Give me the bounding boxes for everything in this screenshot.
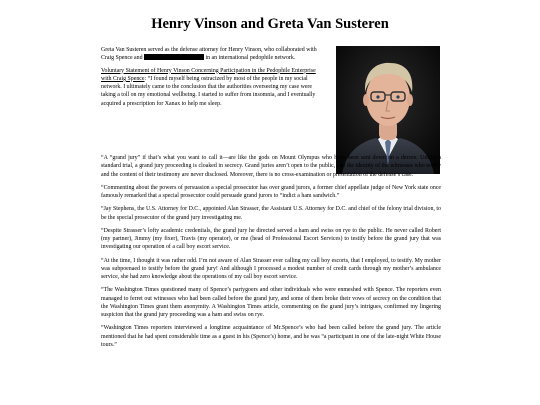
redaction-bar — [144, 54, 204, 60]
page-title: Henry Vinson and Greta Van Susteren — [151, 16, 389, 32]
intro-paragraph — [101, 46, 323, 63]
body-paragraph: “The Washington Times questioned many of Spence’s partygoers and other individuals who were enmeshed with Spence. The reporters even managed to ferret out witnesses who had been called before the grand jury, and some of them broke their vows of secrecy on the condition that the Washington Times grant them anonymity. A Washington Times article, commenting on the grand jury’s intrigues, confirmed my lingering suspicion that the grand jury proceeding was a ham and swiss on rye. — [101, 287, 441, 318]
body-paragraph: “A “grand jury” if that’s what you want to call it—are like the gods on Mount Olympus who have been sent down on a decree. Unlike a standard trial, a grand jury proceeding is cloaked in secrecy. Grand juries aren’t open to the public, and the identity of the witnesses who testify and the content of their testimony are never disclosed. Moreover, there is no cross-examination or presentation of the defense’s case. — [101, 155, 441, 178]
body-paragraph: “Jay Stephens, the U.S. Attorney for D.C., appointed Alan Strasser, the Assistant U.S. Attorney for D.C. and chief of the felony trial division, to be the special prosecutor of the grand jury investigating me. — [101, 206, 441, 221]
intro-text-before: Greta Van Susteren served as the defense attorney for Henry Vinson, who collaborated with Craig Spence and — [101, 47, 317, 62]
body-paragraph: “At the time, I thought it was rather odd. I’m not aware of Alan Strasser ever calling my call boy escorts, that I employed, to testify. My mother was subpoenaed to testify before the grand jury! And although I processed a modest number of credit cards through my mother’s ambulance service, she had zero knowledge about the operations of my call boy escort service. — [101, 257, 441, 280]
statement-text: : “I found myself being ostracized by most of the people in my social network. I ultimately came to the conclusion that the authorities overseeing my case were taking a toll on my emotional wellbeing. I started to suffer from insomnia, and I eventually acquired a prescription for Xanax to help me sleep. — [101, 75, 316, 107]
statement-heading: Voluntary Statement of Henry Vinson Concerning Participation in the Pedophile Enterprise with Craig Spence — [101, 67, 316, 82]
body-paragraphs — [101, 154, 441, 349]
intro-text-after: in an international pedophile network. — [204, 55, 296, 62]
intro-column — [101, 46, 323, 108]
statement-paragraph — [101, 67, 323, 108]
body-paragraph: “Despite Strasser’s lofty academic credentials, the grand jury he directed served a ham and swiss on rye to the public. He never called Robert (my partner), Jimmy (my fixer), Travis (my operator), or me (head of Professional Escort Services) to testify before the grand jury that was investigating our operation of a call boy escort service. — [101, 227, 441, 251]
body-paragraph: “Commenting about the powers of persuasion a special prosecutor has over grand jurors, a former chief appellate judge of New York state once famously remarked that a special prosecutor could persuade grand jurors to “indict a ham sandwich.” — [101, 184, 441, 199]
body-paragraph: “Washington Times reporters interviewed a longtime acquaintance of Mr.Spence’s who had been called before the grand jury. The article mentioned that he had spent considerable time as a guest in his (Spence’s) home, and he was “a participant in one of the late-night White House tours.” — [101, 325, 441, 348]
